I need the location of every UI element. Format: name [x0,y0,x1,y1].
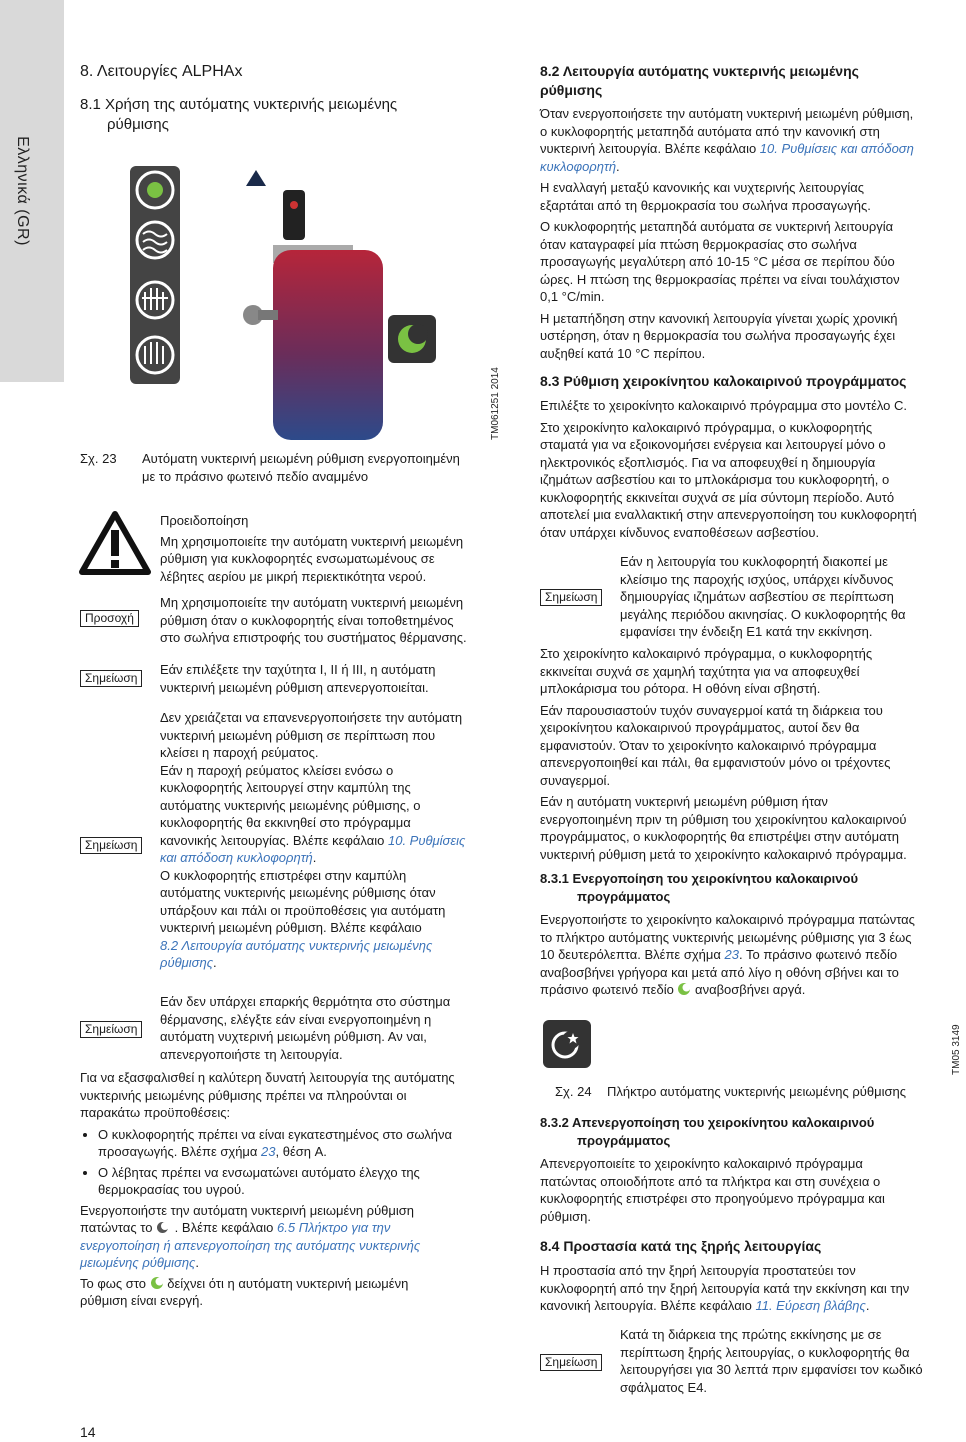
chapter-11-link[interactable]: 11. Εύρεση βλάβης [755,1298,866,1313]
note-tag: Σημείωση [540,1354,602,1371]
green-light-icon [677,982,691,996]
moon-star-icon [550,1027,584,1061]
chapter-10-link[interactable]: 10. Ρυθμίσεις και απόδοση [759,141,914,156]
note-line: Ο κυκλοφορητής επιστρέφει στην καμπύλη [160,867,407,883]
night-setback-button-figure [543,1020,591,1068]
warning-line: Μη χρησιμοποιείτε την αυτόματη νυκτερινή μειωμένη [160,533,464,549]
note-line: ρύθμισης. [160,955,217,970]
note-1 [160,661,500,696]
warning-triangle-icon [79,510,151,576]
note-line: κλείσει η παροχή ρεύματος. [160,745,319,760]
language-label: Ελληνικά (GR) [13,136,31,246]
note-line: κανονικής λειτουργίας. Βλέπε κεφάλαιο 10. Ρυθμίσεις [160,832,466,848]
conditions-list [80,1126,510,1199]
figure-23-link[interactable]: 23 [261,1144,276,1159]
chapter-10-link[interactable]: 10. Ρυθμίσεις [387,832,466,848]
note-tag: Σημείωση [80,837,142,854]
night-button-highlight [388,315,436,363]
warning-line: στο σωλήνα επιστροφής του συστήματος θέρμανσης. [160,630,467,645]
chapter-10-link-cont[interactable]: κυκλοφορητή [540,158,617,174]
figure-23-illustration [118,150,488,440]
section-title-8-3-1-line1: 8.3.1 Ενεργοποίηση του χειροκίνητου καλοκαιρινού [540,871,859,886]
note-line: αυτόματης νυκτερινής μειωμένης ρύθμισης όταν [160,885,436,900]
page-number: 14 [80,1424,96,1440]
warning-title: Προειδοποίηση [160,513,249,528]
note-line: Εάν η παροχή ρεύματος κλείσει ενόσω ο [160,762,394,778]
note-line: κυκλοφορητής λειτουργεί στην καμπύλη της [160,780,411,795]
note-line: αυτόματη νυχτερινή μειωμένη ρύθμιση. Αν ναι, [160,1029,427,1044]
section-title-8-3: 8.3 Ρύθμιση χειροκίνητου καλοκαιρινού προγράμματος [540,373,907,389]
warning-line: Μη χρησιμοποιείτε την αυτόματη νυκτερινή μειωμένη [160,595,464,610]
caution-tag: Προσοχή [80,610,139,627]
note-line: Εάν επιλέξετε την ταχύτητα I, II ή III, η αυτόματη [160,662,436,677]
chapter-8-2-link[interactable]: 8.2 Λειτουργία αυτόματης νυκτερινής μειωμένης [160,937,433,953]
warning-line: ρύθμιση για κυκλοφορητές ενσωματωμένους σε [160,551,435,566]
section-title-8: 8. Λειτουργίες ALPHAx [80,63,243,80]
figure-24-caption-number: Σχ. 24 [555,1084,592,1099]
note-line: και απόδοση κυκλοφορητή. [160,850,317,865]
note-tag: Σημείωση [540,589,602,606]
section-title-8-3-2-line1: 8.3.2 Απενεργοποίηση του χειροκίνητου καλοκαιρινού [540,1115,875,1130]
note-4: Εάν η λειτουργία του κυκλοφορητή διακοπεί με κλείσιμο της παροχής ισχύος, υπάρχει κίνδυνος δημιουργίας ιζημάτων ασβεστίου σε περίπτωση μεγάλης περιόδου ακινησίας. Ο κυκλοφορητής θα εμφανίσει την ένδειξη E1 κατά την εκκίνηση. [620,554,906,639]
note-tag: Σημείωση [80,670,142,687]
section-title-8-1-line2: ρύθμισης [107,116,169,133]
mode-button-column [130,166,180,384]
chapter-10-link-cont[interactable]: και απόδοση κυκλοφορητή [160,850,313,865]
note-2 [160,709,505,972]
chapter-6-5-link-end[interactable]: μειωμένης ρύθμισης [80,1255,196,1270]
section-8-2: 8.2 Λειτουργία αυτόματης νυκτερινής μειωμένης ρύθμισης Όταν ενεργοποιήσετε την αυτόματη νυκτερινή μειωμένη ρύθμιση, ο κυκλοφορητής μεταπηδά αυτόματα από την κανονική στη νυκτερινή λειτουργία. Βλέπε κεφάλαιο 10. Ρυθμίσεις και απόδοση κυκλοφορητή. Η εναλλαγή μεταξύ κανονικής και νυχτερινής λειτουργίας εξαρτάται από τη θερμοκρασία του σωλήνα προσαγωγής. Ο κυκλοφορητής μεταπηδά αυτόματα σε νυκτερινή λειτουργία όταν καταγραφεί μία πτώση θερμοκρασίας στο σωλήνα προσαγωγής μεγαλύτερη από 10-15 °C μέσα σε περίπου δύο ώρες. Η πτώση της θερμοκρασίας πρέπει να είναι τουλάχιστον 0,1 °C/min. Η μεταπήδηση στην κανονική λειτουργία γίνεται χωρίς χρονική υστέρηση, όταν η θερμοκρασία του σωλήνα προσαγωγής έχει αυξηθεί κατά 10 °C περίπου. [540,62,955,362]
chapter-6-5-link-cont[interactable]: ενεργοποίηση ή απενεργοποίηση της αυτόματης νυκτερινής [80,1237,421,1253]
warning-line: λέβητες αερίου με μικρή περιεκτικότητα νερού. [160,568,427,584]
note-line: υπάρξουν και πάλι οι προϋποθέσεις για αυτόματη [160,902,446,918]
note-line: αυτόματης νυκτερινής μειωμένης ρύθμισης, ο [160,797,421,813]
note-line: νυκτερινή μειωμένη ρύθμιση σε περίπτωση που [160,727,436,743]
note-tag: Σημείωση [80,1021,142,1038]
section-8-3-body: Στο χειροκίνητο καλοκαιρινό πρόγραμμα, ο κυκλοφορητής εκκινείται συχνά σε χαμηλή ταχύτητα για να αποφευχθεί μπλοκάρισμα του ρότορα. Η οθόνη είναι σβηστή. Εάν παρουσιαστούν τυχόν συναγερμοί κατά τη διάρκεια του χειροκίνητου καλοκαιρινού προγράμματος, αυτοί δεν θα εμφανιστούν. Όταν το χειροκίνητο καλοκαιρινό πρόγραμμα απενεργοποιηθεί και πάλι, θα εμφανιστούν μόνο οι τρέχοντες συναγερμοί. Εάν η αυτόματη νυκτερινή μειωμένη ρύθμιση ήταν ενεργοποιημένη πριν τη ρύθμιση του χειροκίνητου καλοκαιρινού προγράμματος, ο κυκλοφορητής θα επιστρέψει στην αυτόματη νυκτερινή ρύθμιση μετά το χειροκίνητο καλοκαιρινό πρόγραμμα. [540,646,907,862]
section-title-8-2-line2: ρύθμισης [540,82,603,98]
figure-24-id: TM05 3149 [951,1024,962,1075]
body-conditions: Για να εξασφαλισθεί η καλύτερη δυνατή λειτουργία της αυτόματης νυκτερινής μειωμένης ρύθμισης πρέπει να πληρούνται οι παρακάτω προϋποθέσεις: • Ο κυκλοφορητής πρέπει να είναι εγκατεστημένος στο σωλήνα προσαγωγής. Βλέπε σχήμα 23, θέση A. • Ο λέβητας πρέπει να ενσωματώνει αυτόματο έλεγχο της θερμοκρασίας του υγρού. Ενεργοποιήστε την αυτόματη νυκτερινή μειωμένη ρύθμιση πατώντας το . Βλέπε κεφάλαιο 6.5 Πλήκτρο για την ενεργοποίηση ή απενεργοποίηση της αυτόματης νυκτερινής μειωμένης ρύθμισης. Το φως στο δείχνει ότι η αυτόματη νυκτερινή μειωμένη ρύθμιση είναι ενεργή. [80,1069,510,1310]
warning-block [160,512,500,585]
figure-23-caption-number: Σχ. 23 [80,451,117,466]
section-title-8-3-1-line2: προγράμματος [577,888,671,904]
night-setback-button-icon [156,1221,171,1234]
note-line: κυκλοφορητής θα εκκινηθεί στο πρόγραμμα [160,815,411,830]
boiler-tank-illustration [243,170,383,440]
chapter-6-5-link[interactable]: 6.5 Πλήκτρο για την [277,1220,391,1235]
green-light-icon [150,1276,164,1290]
figure-23-link[interactable]: 23 [724,947,739,962]
section-8-3-1: 8.3.1 Ενεργοποίηση του χειροκίνητου καλοκαιρινού προγράμματος Ενεργοποιήστε το χειροκίνητο καλοκαιρινό πρόγραμμα πατώντας το πλήκτρο αυτόματης νυκτερινής μειωμένης ρύθμισης για 3 έως 10 δευτερόλεπτα. Βλέπε σχήμα 23. Το πράσινο φωτεινό πεδίο αναβοσβήνει γρήγορα και μετά από λίγο η οθόνη σβήνει και το πράσινο φωτεινό πεδίο αναβοσβήνει αργά. [540,870,955,999]
warning-line: ρύθμιση όταν ο κυκλοφορητής είναι τοποθετημένος [160,612,454,628]
section-title-8-4: 8.4 Προστασία κατά της ξηρής λειτουργίας [540,1238,822,1254]
figure-24-caption: Πλήκτρο αυτόματης νυκτερινής μειωμένης ρύθμισης [607,1084,907,1099]
section-8-4: 8.4 Προστασία κατά της ξηρής λειτουργίας Η προστασία από την ξηρή λειτουργία προστατεύει τον κυκλοφορητή από την ξηρή λειτουργία κατά την εκκίνηση και την κανονική λειτουργία. Βλέπε κεφάλαιο 11. Εύρεση βλάβης. [540,1237,955,1315]
note-line: Εάν δεν υπάρχει επαρκής θερμότητα στο σύστημα [160,994,451,1009]
note-3 [160,993,505,1063]
list-item: • Ο λέβητας πρέπει να ενσωματώνει αυτόματο έλεγχο της θερμοκρασίας του υγρού. [98,1164,510,1199]
figure-23-caption-line1: Αυτόματη νυκτερινή μειωμένη ρύθμιση ενεργοποιημένη [142,451,460,466]
note-line: θέρμανσης, ελέγξτε εάν είναι ενεργοποιημένη η [160,1011,432,1027]
warning-block-2 [160,594,500,647]
figure-23-caption-line2: με το πράσινο φωτεινό πεδίο αναμμένο [142,469,369,484]
section-title-8-3-2-line2: προγράμματος [577,1132,671,1148]
note-5: Κατά τη διάρκεια της πρώτης εκκίνησης με σε περίπτωση ξηρής λειτουργίας, ο κυκλοφορητής θα λειτουργήσει για 30 λεπτά πριν εμφανίσει τον κωδικό σφάλματος E4. [620,1327,923,1395]
note-line: Δεν χρειάζεται να επανενεργοποιήσετε την αυτόματη [160,710,463,725]
note-line: νυκτερινή μειωμένη ρύθμιση. Βλέπε κεφάλαιο [160,920,422,935]
chapter-8-2-link-cont[interactable]: ρύθμισης [160,955,214,970]
list-item: • Ο κυκλοφορητής πρέπει να είναι εγκατεστημένος στο σωλήνα προσαγωγής. Βλέπε σχήμα 23, θέση A. [98,1126,510,1161]
figure-23-id: TM061251 2014 [490,367,501,440]
section-title-8-1-line1: 8.1 Χρήση της αυτόματης νυκτερινής μειωμένης [80,96,398,113]
language-side-tab [0,0,64,382]
section-title-8-2-line1: 8.2 Λειτουργία αυτόματης νυκτερινής μειωμένης [540,63,859,79]
note-line: απενεργοποιήστε τη λειτουργία. [160,1046,343,1062]
section-8-3-2: 8.3.2 Απενεργοποίηση του χειροκίνητου καλοκαιρινού προγράμματος Απενεργοποιείτε το χειροκίνητο καλοκαιρινό πρόγραμμα πατώντας οποιοδήποτε από τα πλήκτρα και στη συνέχεια ο κυκλοφορητής επιστρέφει στο προηγούμενο πρόγραμμα και ρύθμιση. [540,1114,955,1225]
note-line: νυκτερινή μειωμένη ρύθμιση απενεργοποιείται. [160,679,429,695]
section-8-3: 8.3 Ρύθμιση χειροκίνητου καλοκαιρινού προγράμματος Επιλέξτε το χειροκίνητο καλοκαιρινό πρόγραμμα στο μοντέλο C. Στο χειροκίνητο καλοκαιρινό πρόγραμμα, ο κυκλοφορητής σταματά για να εξοικονομήσει ενέργεια και λειτουργεί μόνο ο ηλεκτρονικός εξοπλισμός. Για να αποφευχθεί η δημιουργία ιζημάτων ασβεστίου και το μπλοκάρισμα του κυκλοφορητή, ο κυκλοφορητής εκκινείται συχνά σε μία σύντομη περίοδο. Αυτό αποτελεί μια εναλλακτική στην απενεργοποίηση του κυκλοφορητή όταν υπάρχει κίνδυνος εναποθέσεων ασβεστίου. [540,372,955,541]
